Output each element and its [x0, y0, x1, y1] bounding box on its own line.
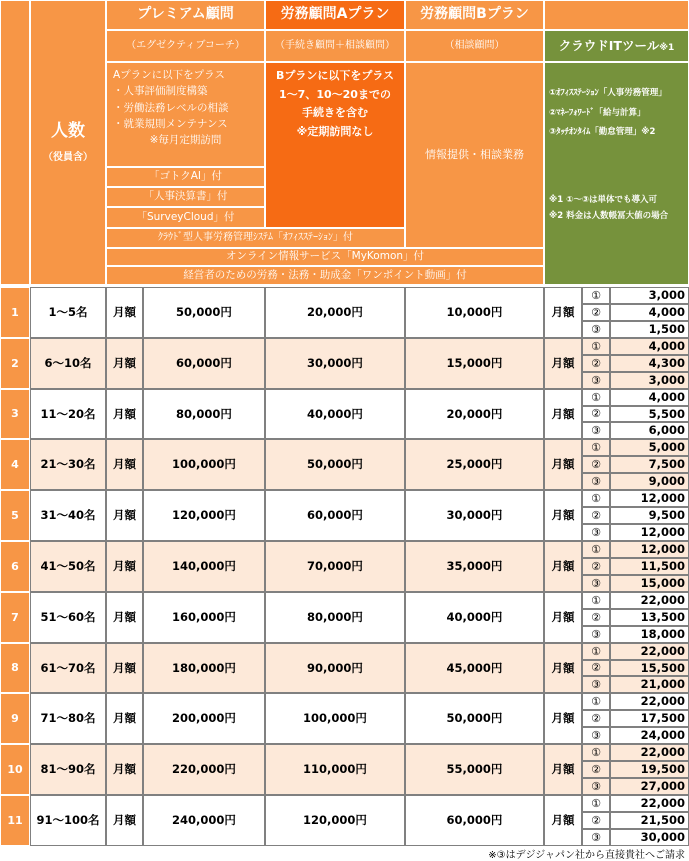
- row-cloud-marker: ③: [582, 676, 610, 693]
- row-cloud-marker: ②: [582, 406, 610, 422]
- premium-extra-3: 「SurveyCloud」付: [106, 207, 265, 228]
- premium-title-cell: [106, 0, 265, 30]
- row-cloud-marker: ③: [582, 321, 610, 338]
- row-cloud-price: 24,000: [610, 727, 689, 744]
- cloud-note-2: ※2 料金は人数帳冨大値の場合: [549, 211, 669, 221]
- row-monthly-label: 月額: [106, 795, 143, 846]
- planA-title: 労務顧問Aプラン: [280, 6, 390, 23]
- row-cloud-marker: ③: [582, 524, 610, 541]
- planB-sub-cell: [405, 30, 544, 62]
- row-planB-price: 20,000円: [405, 389, 544, 439]
- row-cloud-marker: ②: [582, 558, 610, 575]
- row-cloud-marker: ②: [582, 710, 610, 727]
- premium-sub-cell: [106, 30, 265, 62]
- header-ninzu-label: 人数: [51, 120, 85, 141]
- row-cloud-marker: ②: [582, 660, 610, 676]
- row-cloud-price: 15,500: [610, 660, 689, 676]
- row-number: 6: [0, 541, 30, 592]
- planB-features-text: 情報提供・相談業務: [425, 148, 524, 162]
- row-premium-price: 220,000円: [143, 744, 265, 795]
- row-planA-price: 120,000円: [265, 795, 405, 846]
- row-premium-price: 60,000円: [143, 338, 265, 389]
- row-range: 51～60名: [30, 592, 106, 643]
- premium-sub: （エグゼクティブコーチ）: [126, 39, 245, 51]
- row-range: 61～70名: [30, 643, 106, 693]
- row-cloud-monthly-label: 月額: [544, 541, 582, 592]
- row-cloud-price: 11,500: [610, 558, 689, 575]
- row-number: 11: [0, 795, 30, 846]
- row-monthly-label: 月額: [106, 389, 143, 439]
- row-range: 11～20名: [30, 389, 106, 439]
- row-premium-price: 120,000円: [143, 490, 265, 541]
- row-planA-price: 80,000円: [265, 592, 405, 643]
- planA-sub-cell: [265, 30, 405, 62]
- row-cloud-marker: ①: [582, 592, 610, 609]
- row-range: 81～90名: [30, 744, 106, 795]
- row-monthly-label: 月額: [106, 744, 143, 795]
- row-cloud-price: 4,000: [610, 338, 689, 355]
- row-cloud-monthly-label: 月額: [544, 287, 582, 338]
- row-cloud-marker: ②: [582, 507, 610, 524]
- row-planA-price: 90,000円: [265, 643, 405, 693]
- row-cloud-marker: ③: [582, 829, 610, 846]
- row-cloud-monthly-label: 月額: [544, 490, 582, 541]
- row-range: 71～80名: [30, 693, 106, 744]
- row-monthly-label: 月額: [106, 439, 143, 490]
- planA-line-2: 1～7、10～20までの: [279, 87, 391, 101]
- row-premium-price: 200,000円: [143, 693, 265, 744]
- row-planA-price: 30,000円: [265, 338, 405, 389]
- row-number: 1: [0, 287, 30, 338]
- row-cloud-price: 22,000: [610, 795, 689, 812]
- row-cloud-monthly-label: 月額: [544, 693, 582, 744]
- row-cloud-price: 22,000: [610, 592, 689, 609]
- row-cloud-price: 22,000: [610, 643, 689, 660]
- row-monthly-label: 月額: [106, 693, 143, 744]
- row-monthly-label: 月額: [106, 490, 143, 541]
- premium-extra-1: 「ゴトクAI」付: [106, 167, 265, 187]
- row-number: 10: [0, 744, 30, 795]
- premium-title: プレミアム顧問: [137, 6, 234, 23]
- row-cloud-marker: ②: [582, 812, 610, 829]
- row-planA-price: 70,000円: [265, 541, 405, 592]
- row-cloud-price: 3,000: [610, 372, 689, 389]
- row-cloud-monthly-label: 月額: [544, 338, 582, 389]
- row-number: 8: [0, 643, 30, 693]
- cloud-title: クラウドITツール※1: [558, 37, 675, 53]
- planB-title-cell: [405, 0, 544, 30]
- row-planB-price: 10,000円: [405, 287, 544, 338]
- row-monthly-label: 月額: [106, 287, 143, 338]
- row-cloud-marker: ②: [582, 456, 610, 473]
- row-number: 7: [0, 592, 30, 643]
- row-cloud-marker: ①: [582, 389, 610, 406]
- row-planB-price: 15,000円: [405, 338, 544, 389]
- row-cloud-monthly-label: 月額: [544, 592, 582, 643]
- row-cloud-marker: ①: [582, 490, 610, 507]
- row-cloud-price: 9,000: [610, 473, 689, 490]
- premium-extra-2: 「人事決算書」付: [106, 187, 265, 207]
- cloud-title-cell: [544, 30, 689, 62]
- row-cloud-price: 4,300: [610, 355, 689, 372]
- common-row-officestation: ｸﾗｳﾄﾞ型人事労務管理ｼｽﾃﾑ「ｵﾌｨｽｽﾃｰｼｮﾝ」付: [106, 228, 405, 248]
- row-number: 4: [0, 439, 30, 490]
- row-range: 41～50名: [30, 541, 106, 592]
- premium-item-1: ・人事評価制度構築: [113, 85, 208, 98]
- header-ninzu-sub: （役員含）: [43, 151, 93, 163]
- premium-item-3: ・就業規則メンテナンス: [113, 117, 228, 130]
- row-range: 21～30名: [30, 439, 106, 490]
- row-cloud-marker: ②: [582, 761, 610, 778]
- row-range: 1～5名: [30, 287, 106, 338]
- row-premium-price: 180,000円: [143, 643, 265, 693]
- premium-features: [106, 62, 265, 167]
- row-monthly-label: 月額: [106, 541, 143, 592]
- row-cloud-price: 17,500: [610, 710, 689, 727]
- row-planB-price: 45,000円: [405, 643, 544, 693]
- row-cloud-price: 4,000: [610, 389, 689, 406]
- row-planB-price: 55,000円: [405, 744, 544, 795]
- row-premium-price: 100,000円: [143, 439, 265, 490]
- row-premium-price: 240,000円: [143, 795, 265, 846]
- cloud-note-1: ※1 ①～③は単体でも導入可: [549, 194, 658, 205]
- row-cloud-marker: ③: [582, 778, 610, 795]
- row-premium-price: 80,000円: [143, 389, 265, 439]
- row-cloud-monthly-label: 月額: [544, 389, 582, 439]
- row-range: 6～10名: [30, 338, 106, 389]
- row-planB-price: 25,000円: [405, 439, 544, 490]
- row-planA-price: 60,000円: [265, 490, 405, 541]
- row-cloud-price: 6,000: [610, 422, 689, 439]
- row-cloud-price: 5,500: [610, 406, 689, 422]
- row-cloud-price: 13,500: [610, 609, 689, 626]
- row-premium-price: 140,000円: [143, 541, 265, 592]
- row-cloud-price: 7,500: [610, 456, 689, 473]
- row-cloud-price: 12,000: [610, 541, 689, 558]
- row-cloud-price: 5,000: [610, 439, 689, 456]
- header-no-column: [0, 0, 30, 285]
- row-planB-price: 50,000円: [405, 693, 544, 744]
- row-cloud-marker: ①: [582, 795, 610, 812]
- premium-lead: Aプランに以下をプラス: [113, 69, 225, 81]
- premium-item-2: ・労働法務レベルの相談: [113, 101, 229, 114]
- row-cloud-marker: ①: [582, 643, 610, 660]
- row-cloud-price: 12,000: [610, 490, 689, 507]
- row-range: 91～100名: [30, 795, 106, 846]
- row-cloud-marker: ③: [582, 727, 610, 744]
- row-cloud-marker: ②: [582, 609, 610, 626]
- row-cloud-marker: ③: [582, 422, 610, 439]
- row-cloud-price: 30,000: [610, 829, 689, 846]
- cloud-tool-1: ①ｵﾌｨｽｽﾃｰｼｮﾝ「人事労務管理」: [549, 88, 667, 98]
- row-monthly-label: 月額: [106, 592, 143, 643]
- row-cloud-price: 18,000: [610, 626, 689, 643]
- row-cloud-price: 15,000: [610, 575, 689, 592]
- row-cloud-monthly-label: 月額: [544, 643, 582, 693]
- row-cloud-price: 27,000: [610, 778, 689, 795]
- header-ninzu: [30, 0, 106, 285]
- row-monthly-label: 月額: [106, 643, 143, 693]
- row-cloud-monthly-label: 月額: [544, 744, 582, 795]
- planA-title-cell: [265, 0, 405, 30]
- row-cloud-marker: ①: [582, 439, 610, 456]
- row-range: 31～40名: [30, 490, 106, 541]
- row-planB-price: 35,000円: [405, 541, 544, 592]
- planB-sub: （相談顧問）: [444, 39, 505, 51]
- row-planA-price: 20,000円: [265, 287, 405, 338]
- planA-features: [265, 62, 405, 228]
- cloud-tool-3: ③ﾀｯﾁｵﾝﾀｲﾑ「勤怠管理」※2: [549, 127, 656, 137]
- common-row-video: 経営者のための労務・法務・助成金「ワンポイント動画」付: [106, 266, 544, 285]
- row-cloud-price: 9,500: [610, 507, 689, 524]
- row-cloud-price: 3,000: [610, 287, 689, 304]
- row-number: 3: [0, 389, 30, 439]
- planA-line-1: Bプランに以下をプラス: [275, 69, 395, 82]
- row-planB-price: 40,000円: [405, 592, 544, 643]
- row-cloud-price: 1,500: [610, 321, 689, 338]
- row-cloud-marker: ①: [582, 541, 610, 558]
- cloud-body: [544, 62, 689, 285]
- planA-line-4: ※定期訪問なし: [296, 125, 374, 139]
- row-cloud-price: 4,000: [610, 304, 689, 321]
- row-cloud-price: 22,000: [610, 744, 689, 761]
- row-number: 2: [0, 338, 30, 389]
- row-cloud-marker: ①: [582, 287, 610, 304]
- header-topright-empty: [544, 0, 689, 30]
- row-planA-price: 50,000円: [265, 439, 405, 490]
- row-cloud-price: 21,000: [610, 676, 689, 693]
- row-cloud-price: 21,500: [610, 812, 689, 829]
- row-cloud-monthly-label: 月額: [544, 795, 582, 846]
- row-cloud-marker: ③: [582, 473, 610, 490]
- row-cloud-price: 22,000: [610, 693, 689, 710]
- row-planB-price: 60,000円: [405, 795, 544, 846]
- row-monthly-label: 月額: [106, 338, 143, 389]
- footnote: ※③はデジジャパン社から直接貴社へご請求: [488, 850, 685, 861]
- row-cloud-marker: ①: [582, 693, 610, 710]
- planB-title: 労務顧問Bプラン: [420, 6, 529, 23]
- row-cloud-marker: ③: [582, 372, 610, 389]
- planA-sub: （手続き顧問＋相談顧問）: [275, 39, 395, 51]
- row-planA-price: 110,000円: [265, 744, 405, 795]
- row-premium-price: 50,000円: [143, 287, 265, 338]
- row-cloud-marker: ①: [582, 744, 610, 761]
- planA-line-3: 手続きを含む: [302, 106, 368, 120]
- common-row-mykomon: オンライン情報サービス「MyKomon」付: [106, 248, 544, 266]
- row-number: 9: [0, 693, 30, 744]
- planB-features: [405, 62, 544, 248]
- row-cloud-marker: ③: [582, 575, 610, 592]
- row-premium-price: 160,000円: [143, 592, 265, 643]
- row-cloud-marker: ①: [582, 338, 610, 355]
- row-planA-price: 100,000円: [265, 693, 405, 744]
- row-number: 5: [0, 490, 30, 541]
- cloud-tool-2: ②ﾏﾈｰﾌｫﾜｰﾄﾞ「給与計算」: [549, 107, 646, 118]
- row-planB-price: 30,000円: [405, 490, 544, 541]
- row-cloud-marker: ②: [582, 304, 610, 321]
- row-cloud-monthly-label: 月額: [544, 439, 582, 490]
- row-cloud-price: 19,500: [610, 761, 689, 778]
- row-cloud-marker: ②: [582, 355, 610, 372]
- row-cloud-marker: ③: [582, 626, 610, 643]
- row-cloud-price: 12,000: [610, 524, 689, 541]
- row-planA-price: 40,000円: [265, 389, 405, 439]
- premium-visit: ※毎月定期訪問: [149, 134, 222, 147]
